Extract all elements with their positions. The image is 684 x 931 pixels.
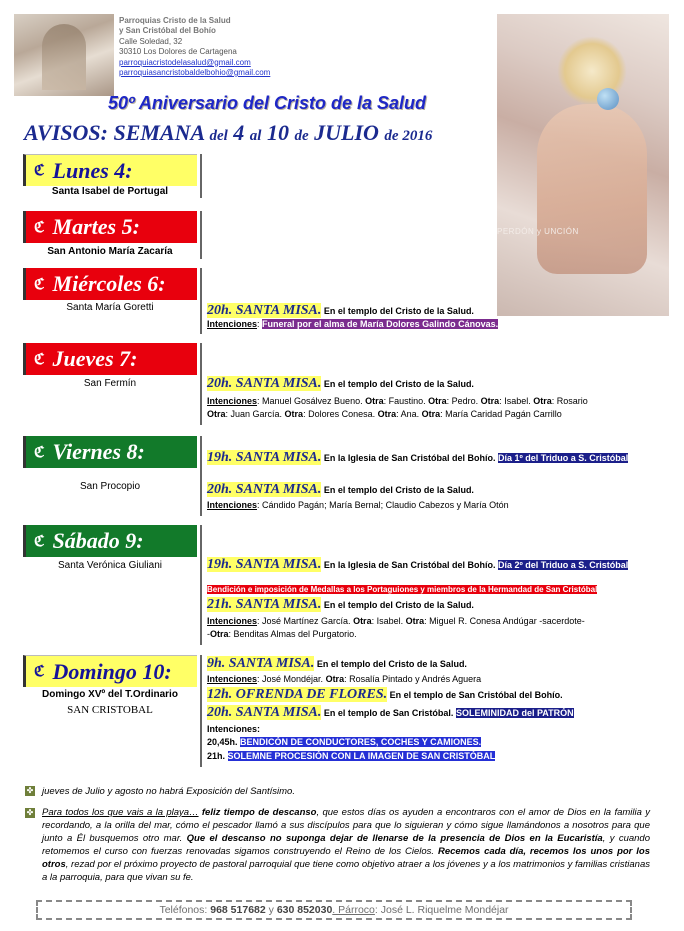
intentions-viernes bbox=[207, 499, 647, 512]
intentions-label: Intenciones bbox=[207, 319, 258, 329]
statue-figure bbox=[537, 104, 647, 274]
saint-jueves: San Fermín bbox=[83, 378, 137, 389]
note-part: Para todos los que vais a la playa… bbox=[42, 807, 199, 818]
day-name: Domingo 10: bbox=[52, 658, 172, 684]
mass-viernes-2 bbox=[207, 483, 647, 497]
event-time: 21h. bbox=[207, 751, 226, 761]
day-name: Jueves 7: bbox=[52, 346, 138, 371]
city: 30310 Los Dolores de Cartagena bbox=[119, 47, 237, 57]
priest-label: . Párroco bbox=[332, 904, 375, 916]
mass-place: En el templo de San Cristóbal. bbox=[323, 708, 454, 718]
mass-time: 19h. SANTA MISA. bbox=[207, 450, 322, 465]
and-word: y bbox=[265, 904, 277, 916]
otra-label: Otra bbox=[480, 396, 500, 406]
mass-time: 20h. SANTA MISA. bbox=[207, 376, 322, 391]
mass-time: 20h. SANTA MISA. bbox=[207, 303, 322, 318]
intentions-label: Intenciones bbox=[207, 616, 258, 626]
address: Calle Soledad, 32 bbox=[119, 36, 183, 46]
divider-line bbox=[200, 343, 202, 425]
day-header-martes bbox=[23, 211, 197, 243]
saint-viernes: San Procopio bbox=[79, 481, 141, 492]
day-header-viernes bbox=[23, 436, 197, 468]
anniversary-title: 50º Aniversario del Cristo de la Salud bbox=[108, 93, 427, 113]
avisos-word: AVISOS: bbox=[24, 120, 108, 145]
intention: : Miguel R. Conesa Andúgar -sacerdote- bbox=[424, 616, 585, 626]
intentions-sabado bbox=[207, 615, 647, 641]
day-header-sabado bbox=[23, 525, 197, 557]
day-name: Lunes 4: bbox=[52, 157, 133, 183]
event-text: BENDICÓN DE CONDUCTORES, COCHES Y CAMIONES. bbox=[240, 737, 482, 747]
intention: : Dolores Conesa. bbox=[303, 409, 378, 419]
day-header-domingo bbox=[23, 655, 197, 687]
event-time: 20,45h. bbox=[207, 737, 238, 747]
mass-place: En la Iglesia de San Cristóbal del Bohío. bbox=[323, 560, 496, 570]
day-header-miercoles bbox=[23, 268, 197, 300]
note-part: feliz tiempo de descanso bbox=[198, 807, 317, 818]
saint-domingo-2: SAN CRISTOBAL bbox=[67, 704, 153, 716]
offering-domingo bbox=[207, 688, 647, 702]
semana-word: SEMANA bbox=[113, 120, 204, 145]
day-header-jueves bbox=[23, 343, 197, 375]
event-blessing bbox=[207, 736, 647, 749]
parish-name-2: y San Cristóbal del Bohío bbox=[119, 26, 216, 36]
start-day: 4 bbox=[233, 120, 245, 145]
mass-sabado-1 bbox=[207, 558, 647, 572]
intentions-label: Intenciones bbox=[207, 674, 258, 684]
day-name: Viernes 8: bbox=[52, 439, 145, 464]
phone-1: 968 517682 bbox=[210, 904, 266, 916]
dash: - bbox=[207, 629, 210, 639]
divider-line bbox=[200, 154, 202, 198]
mass-domingo-1 bbox=[207, 657, 647, 671]
divider-line bbox=[200, 655, 202, 767]
intentions-domingo-2 bbox=[207, 723, 647, 736]
divider-line bbox=[200, 211, 202, 259]
saint-lunes: Santa Isabel de Portugal bbox=[51, 186, 169, 197]
intention: : María Caridad Pagán Carrillo bbox=[440, 409, 562, 419]
de-word: de bbox=[294, 128, 309, 144]
fleuron-icon: ℭ bbox=[34, 219, 45, 236]
fleuron-icon: ℭ bbox=[34, 351, 45, 368]
mass-domingo-3 bbox=[207, 706, 647, 720]
event-text: SOLEMNE PROCESIÓN CON LA IMAGEN DE SAN CRISTÓBAL bbox=[227, 751, 496, 761]
mass-jueves bbox=[207, 377, 647, 391]
otra-label: Otra bbox=[365, 396, 384, 406]
mass-miercoles bbox=[207, 304, 647, 318]
otra-label: Otra bbox=[325, 674, 345, 684]
mass-time: 9h. SANTA MISA. bbox=[207, 656, 315, 671]
triduum-tag: Día 1º del Triduo a S. Cristóbal bbox=[497, 453, 629, 463]
solemnity-tag: SOLEMINIDAD del PATRÓN bbox=[455, 708, 574, 718]
otra-label: Otra bbox=[421, 409, 441, 419]
day-name: Martes 5: bbox=[52, 214, 140, 239]
saint-martes: San Antonio María Zacaría bbox=[47, 246, 173, 257]
fleuron-icon: ℭ bbox=[34, 163, 45, 179]
divider-line bbox=[200, 268, 202, 334]
otra-label: Otra bbox=[533, 396, 552, 406]
parish-header bbox=[119, 16, 270, 78]
mass-viernes-1 bbox=[207, 451, 647, 465]
day-name: Miércoles 6: bbox=[52, 271, 166, 296]
intention: : Isabel. bbox=[499, 396, 534, 406]
del-word: del bbox=[209, 128, 228, 144]
intention: : Rosalía Pintado y Andrés Aguera bbox=[344, 674, 482, 684]
mass-place: En la Iglesia de San Cristóbal del Bohío. bbox=[323, 453, 496, 463]
otra-label: Otra bbox=[284, 409, 304, 419]
note-part: , que estos días os ayuden a encontraros con el amor de Dios en la familia y recordando, a la orilla del mar, cómo el pescador llamó a sus discípulos para que lo siguieran y cómo sigue llamándonos a nosotros para que junto a Él busquemos otro mar. bbox=[42, 807, 650, 844]
avisos-title bbox=[24, 120, 544, 146]
end-day: 10 bbox=[266, 120, 289, 145]
otra-label: Otra bbox=[405, 616, 425, 626]
otra-label: Otra bbox=[207, 409, 226, 419]
day-header-lunes bbox=[23, 154, 197, 186]
email-link-2[interactable]: parroquiasancristobaldelbohio@gmail.com bbox=[119, 68, 271, 78]
intentions-domingo-1 bbox=[207, 673, 647, 686]
intentions-miercoles: Intenciones: Funeral por el alma de María Dolores Galindo Cánovas. bbox=[207, 319, 499, 329]
note-exposition: jueves de Julio y agosto no habrá Exposición del Santísimo. bbox=[42, 786, 295, 797]
mass-time: 19h. SANTA MISA. bbox=[207, 557, 322, 572]
saint-sabado: Santa Verónica Giuliani bbox=[58, 560, 162, 571]
bullet-icon: ✤ bbox=[26, 808, 34, 817]
intentions-jueves bbox=[207, 395, 647, 421]
intention: : Cándido Pagán; María Bernal; Claudio Cabezos y María Otón bbox=[257, 500, 509, 510]
divider-line bbox=[200, 525, 202, 645]
saint-statue-photo bbox=[497, 14, 669, 316]
intentions-label: Intenciones bbox=[207, 396, 258, 406]
intention: : José Mondéjar. bbox=[257, 674, 326, 684]
intentions-text: Funeral por el alma de María Dolores Galindo Cánovas. bbox=[262, 319, 499, 329]
mass-time: 12h. OFRENDA DE FLORES. bbox=[207, 687, 388, 702]
medals-line bbox=[207, 584, 647, 595]
otra-label: Otra bbox=[377, 409, 397, 419]
al-word: al bbox=[249, 128, 262, 144]
email-link-1[interactable]: parroquiacristodelasalud@gmail.com bbox=[119, 57, 251, 67]
saint-domingo: Domingo XVº del T.Ordinario bbox=[42, 689, 178, 700]
mass-sabado-2 bbox=[207, 598, 647, 612]
priest-name: : José L. Riquelme Mondéjar bbox=[374, 904, 509, 916]
intention: : Pedro. bbox=[446, 396, 481, 406]
mass-time: 20h. SANTA MISA. bbox=[207, 482, 322, 497]
intentions-label: Intenciones: bbox=[207, 724, 261, 734]
mass-time: 21h. SANTA MISA. bbox=[207, 597, 322, 612]
intention: : Isabel. bbox=[371, 616, 406, 626]
mass-place: En el templo del Cristo de la Salud. bbox=[323, 379, 474, 389]
divider-line bbox=[200, 436, 202, 516]
intentions-label: Intenciones bbox=[207, 500, 258, 510]
photo-caption: PERDÓN y UNCIÓN bbox=[497, 227, 579, 236]
mass-time: 20h. SANTA MISA. bbox=[207, 705, 322, 720]
otra-label: Otra bbox=[210, 629, 229, 639]
fleuron-icon: ℭ bbox=[34, 276, 45, 293]
intention: : Benditas Almas del Purgatorio. bbox=[228, 629, 357, 639]
mass-place: En el templo del Cristo de la Salud. bbox=[323, 600, 474, 610]
note-part: , rezad por el próximo proyecto de pastoral parroquial que tiene como objetivo atraer a los jóvenes y a los matrimonios y familias cristianas a la parroquia, para que vivan su fe. bbox=[42, 859, 650, 883]
intention: : José Martínez García. bbox=[257, 616, 354, 626]
parish-name-1: Parroquias Cristo de la Salud bbox=[119, 16, 231, 25]
mass-place: En el templo del Cristo de la Salud. bbox=[323, 306, 474, 316]
mass-place: En el templo del Cristo de la Salud. bbox=[316, 659, 467, 669]
otra-label: Otra bbox=[428, 396, 447, 406]
fleuron-icon: ℭ bbox=[34, 444, 45, 461]
contact-footer bbox=[36, 900, 632, 920]
event-procession bbox=[207, 750, 647, 763]
intention: : Ana. bbox=[396, 409, 422, 419]
mass-place: En el templo de San Cristóbal del Bohío. bbox=[389, 690, 563, 700]
month: JULIO bbox=[314, 120, 379, 145]
intention: : Juan García. bbox=[225, 409, 285, 419]
intention: : Rosario bbox=[551, 396, 588, 406]
medals-blessing: Bendición e imposición de Medallas a los Portaguiones y miembros de la Hermandad de San Cristóbal bbox=[207, 585, 598, 594]
bullet-icon: ✤ bbox=[26, 786, 34, 795]
note-summer bbox=[42, 806, 650, 884]
fleuron-icon: ℭ bbox=[34, 664, 45, 680]
note-part: , y cuando retomemos el curso con fuerzas renovadas sigamos construyendo el Reino de los Cielos. bbox=[42, 833, 650, 857]
phones-label: Teléfonos: bbox=[159, 904, 211, 916]
note-part: Que el descanso no suponga dejar de llenarse de la presencia de Dios en la Eucaristía bbox=[186, 833, 603, 844]
saint-miercoles: Santa María Goretti bbox=[66, 302, 154, 313]
mass-place: En el templo del Cristo de la Salud. bbox=[323, 485, 474, 495]
fleuron-icon: ℭ bbox=[34, 533, 45, 550]
church-photo bbox=[14, 14, 114, 96]
day-name: Sábado 9: bbox=[52, 528, 144, 553]
year: de 2016 bbox=[384, 128, 433, 144]
otra-label: Otra bbox=[353, 616, 372, 626]
intention: : Manuel Gosálvez Bueno. bbox=[257, 396, 366, 406]
intention: : Faustino. bbox=[383, 396, 429, 406]
triduum-tag: Día 2º del Triduo a S. Cristóbal bbox=[497, 560, 629, 570]
phone-2: 630 852030 bbox=[276, 904, 333, 916]
note-part: Recemos cada día, recemos los unos por los otros bbox=[42, 846, 650, 870]
globe-shape bbox=[597, 88, 619, 110]
